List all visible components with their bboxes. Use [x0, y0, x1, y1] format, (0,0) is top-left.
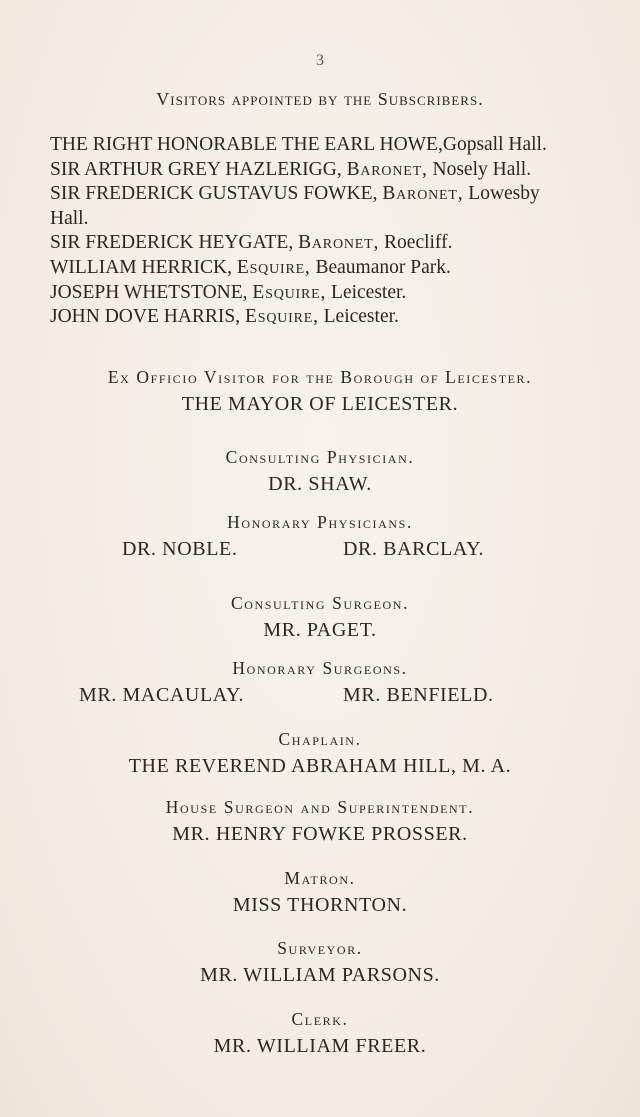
visitor-title: Baronet, [382, 183, 464, 205]
visitor-name: SIR FREDERICK HEYGATE, [50, 232, 294, 254]
visitor-entry-7 [50, 305, 580, 330]
section-name: THE REVEREND ABRAHAM HILL, M. A. [128, 755, 512, 777]
section-name: THE MAYOR OF LEICESTER. [181, 393, 459, 415]
honorary-surgeons-section [0, 658, 640, 710]
visitor-place: Hall. [50, 207, 89, 229]
section-label: Consulting Surgeon. [230, 593, 410, 613]
consulting-surgeon-section [0, 593, 640, 642]
page-number: 3 [316, 52, 324, 69]
section-label: Honorary Surgeons. [232, 658, 408, 678]
visitor-entry-4 [50, 231, 580, 256]
section-label: Consulting Physician. [225, 447, 415, 467]
visitor-place: Nosely Hall. [432, 158, 532, 180]
house-surgeon-section [0, 797, 640, 846]
visitors-heading: Visitors appointed by the Subscribers. [156, 89, 484, 109]
section-name: MISS THORNTON. [232, 894, 408, 916]
visitor-place: Gopsall Hall. [442, 134, 547, 155]
visitor-entry-1 [50, 133, 580, 158]
visitor-entry-2 [50, 158, 580, 183]
section-name: MR. WILLIAM FREER. [213, 1035, 427, 1057]
visitor-title: Esquire, [252, 281, 327, 303]
section-name: MR. PAGET. [263, 619, 377, 641]
section-label: Ex Officio Visitor for the Borough of Leicester. [107, 367, 533, 387]
visitor-title: Esquire, [245, 306, 319, 328]
visitor-name: WILLIAM HERRICK, [50, 256, 232, 278]
clerk-section [0, 1009, 640, 1058]
visitor-title: Esquire, [236, 256, 311, 278]
visitor-name: JOSEPH WHETSTONE, [50, 281, 248, 303]
chaplain-section [0, 729, 640, 778]
honorary-physicians-section [0, 512, 640, 564]
section-label: Surveyor. [277, 938, 363, 958]
section-name: DR. SHAW. [268, 473, 372, 495]
surgeon-name: MR. MACAULAY. [79, 684, 245, 706]
visitor-name: THE RIGHT HONORABLE THE EARL HOWE, [50, 134, 443, 155]
names-row [0, 684, 640, 710]
physician-name: DR. BARCLAY. [343, 538, 485, 560]
visitor-name: JOHN DOVE HARRIS, [50, 306, 241, 328]
section-name: MR. HENRY FOWKE PROSSER. [172, 823, 468, 845]
visitor-entry-3 [50, 182, 580, 207]
visitor-entry-3-continued [50, 207, 580, 232]
consulting-physician-section [0, 447, 640, 496]
visitor-place: Lowesby [468, 183, 540, 205]
ex-officio-section [0, 367, 640, 416]
surveyor-section [0, 938, 640, 987]
surgeon-name: MR. BENFIELD. [343, 684, 494, 706]
section-label: Matron. [284, 868, 356, 888]
visitor-place: Leicester. [331, 281, 407, 303]
physician-name: DR. NOBLE. [122, 538, 238, 560]
section-label: Clerk. [291, 1009, 349, 1029]
section-label: Chaplain. [278, 729, 362, 749]
visitor-place: Leicester. [323, 306, 399, 328]
visitors-list [50, 133, 580, 330]
visitor-place: Beaumanor Park. [315, 256, 451, 278]
visitor-name: SIR FREDERICK GUSTAVUS FOWKE, [50, 183, 378, 205]
names-row [0, 538, 640, 564]
visitor-entry-6 [50, 281, 580, 306]
section-name: MR. WILLIAM PARSONS. [200, 964, 440, 986]
visitor-place: Roecliff. [384, 232, 453, 254]
matron-section [0, 868, 640, 917]
visitor-name: SIR ARTHUR GREY HAZLERIGG, [50, 158, 342, 180]
visitor-entry-5 [50, 256, 580, 281]
visitor-title: Baronet, [346, 158, 428, 180]
section-label: Honorary Physicians. [227, 512, 413, 532]
section-label: House Surgeon and Superintendent. [165, 797, 475, 817]
visitor-title: Baronet, [298, 232, 380, 254]
